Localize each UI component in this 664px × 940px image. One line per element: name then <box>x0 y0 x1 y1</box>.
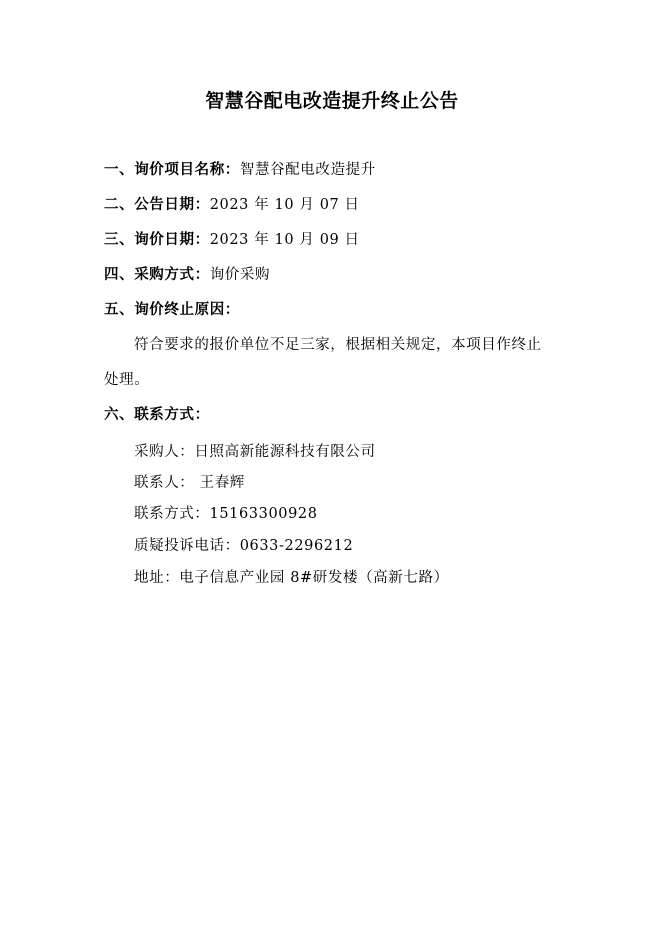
section-contact <box>104 403 210 424</box>
section-inquiry-date <box>104 228 360 249</box>
section-label: 一、询价项目名称： <box>104 161 240 178</box>
section-label: 六、联系方式： <box>104 406 210 423</box>
contact-address: 地址：电子信息产业园 8#研发楼（高新七路） <box>134 570 449 586</box>
section-value: 智慧谷配电改造提升 <box>239 162 376 178</box>
contact-complaint-phone: 质疑投诉电话：0633-2296212 <box>134 538 354 554</box>
section-label: 二、公告日期： <box>104 196 210 213</box>
reason-text-line-2: 处理。 <box>104 372 150 388</box>
section-label: 五、询价终止原因： <box>104 301 240 318</box>
section-project-name <box>104 158 376 179</box>
section-value: 2023 年 10 月 07 日 <box>209 197 360 213</box>
section-termination-reason <box>104 298 240 319</box>
section-value: 询价采购 <box>209 267 271 283</box>
contact-phone: 联系方式：15163300928 <box>134 506 318 522</box>
page-title: 智慧谷配电改造提升终止公告 <box>205 90 459 112</box>
section-value: 2023 年 10 月 09 日 <box>209 232 360 248</box>
section-label: 四、采购方式： <box>104 266 210 283</box>
section-announcement-date <box>104 193 360 214</box>
contact-purchaser: 采购人：日照高新能源科技有限公司 <box>134 444 376 460</box>
section-procurement-method <box>104 263 270 284</box>
reason-text-line-1: 符合要求的报价单位不足三家，根据相关规定，本项目作终止 <box>134 337 542 353</box>
contact-person: 联系人： 王春辉 <box>134 475 245 491</box>
section-label: 三、询价日期： <box>104 231 210 248</box>
